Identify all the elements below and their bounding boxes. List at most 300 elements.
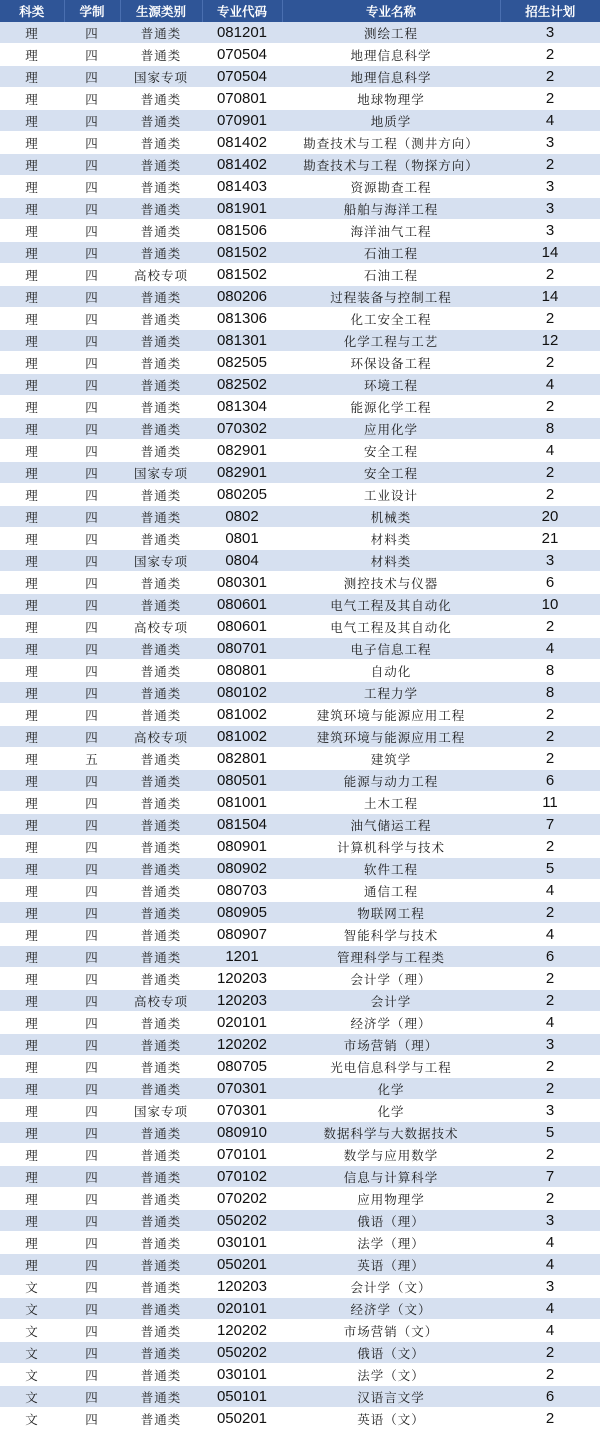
cell-major-name: 通信工程 — [282, 880, 500, 902]
cell-major-name: 法学（理） — [282, 1232, 500, 1254]
cell-duration: 四 — [64, 1100, 120, 1122]
table-row — [0, 110, 600, 132]
cell-duration: 四 — [64, 1298, 120, 1320]
cell-major-name: 数学与应用数学 — [282, 1144, 500, 1166]
table-row — [0, 836, 600, 858]
cell-major-code: 0801 — [202, 528, 282, 550]
cell-duration: 四 — [64, 704, 120, 726]
cell-major-name: 机械类 — [282, 506, 500, 528]
cell-category: 文 — [0, 1364, 64, 1386]
cell-duration: 四 — [64, 726, 120, 748]
cell-student-type: 普通类 — [120, 968, 202, 990]
cell-major-name: 化学工程与工艺 — [282, 330, 500, 352]
cell-major-name: 市场营销（理） — [282, 1034, 500, 1056]
table-row — [0, 616, 600, 638]
cell-student-type: 普通类 — [120, 1276, 202, 1298]
cell-student-type: 普通类 — [120, 1056, 202, 1078]
cell-major-name: 勘查技术与工程（测井方向） — [282, 132, 500, 154]
cell-major-code: 081504 — [202, 814, 282, 836]
cell-plan-count: 2 — [500, 1056, 600, 1078]
cell-major-code: 082505 — [202, 352, 282, 374]
cell-student-type: 普通类 — [120, 1342, 202, 1364]
cell-student-type: 国家专项 — [120, 462, 202, 484]
cell-plan-count: 3 — [500, 22, 600, 44]
cell-category: 理 — [0, 660, 64, 682]
cell-plan-count: 3 — [500, 132, 600, 154]
cell-major-code: 080910 — [202, 1122, 282, 1144]
cell-plan-count: 14 — [500, 242, 600, 264]
cell-category: 文 — [0, 1342, 64, 1364]
cell-duration: 四 — [64, 1386, 120, 1408]
cell-duration: 四 — [64, 1408, 120, 1430]
cell-plan-count: 4 — [500, 1012, 600, 1034]
cell-duration: 四 — [64, 462, 120, 484]
table-row — [0, 374, 600, 396]
cell-category: 理 — [0, 1100, 64, 1122]
cell-major-code: 081506 — [202, 220, 282, 242]
table-row — [0, 1364, 600, 1386]
table-row — [0, 1386, 600, 1408]
cell-student-type: 普通类 — [120, 902, 202, 924]
cell-student-type: 普通类 — [120, 484, 202, 506]
cell-student-type: 普通类 — [120, 704, 202, 726]
table-row — [0, 748, 600, 770]
cell-duration: 四 — [64, 814, 120, 836]
cell-student-type: 普通类 — [120, 1166, 202, 1188]
cell-category: 理 — [0, 330, 64, 352]
cell-duration: 四 — [64, 1254, 120, 1276]
cell-major-name: 化学 — [282, 1078, 500, 1100]
cell-duration: 四 — [64, 858, 120, 880]
cell-student-type: 普通类 — [120, 242, 202, 264]
cell-duration: 四 — [64, 770, 120, 792]
cell-category: 理 — [0, 704, 64, 726]
cell-student-type: 普通类 — [120, 22, 202, 44]
cell-major-code: 081502 — [202, 264, 282, 286]
cell-major-name: 能源与动力工程 — [282, 770, 500, 792]
table-row — [0, 198, 600, 220]
table-row — [0, 968, 600, 990]
cell-student-type: 高校专项 — [120, 726, 202, 748]
cell-major-name: 俄语（文） — [282, 1342, 500, 1364]
table-row — [0, 88, 600, 110]
cell-category: 理 — [0, 132, 64, 154]
cell-category: 理 — [0, 902, 64, 924]
cell-plan-count: 4 — [500, 924, 600, 946]
cell-category: 理 — [0, 550, 64, 572]
cell-duration: 四 — [64, 1320, 120, 1342]
cell-major-name: 会计学（文） — [282, 1276, 500, 1298]
cell-student-type: 国家专项 — [120, 1100, 202, 1122]
cell-plan-count: 2 — [500, 726, 600, 748]
header-category: 科类 — [0, 0, 64, 22]
cell-plan-count: 4 — [500, 638, 600, 660]
cell-plan-count: 3 — [500, 1034, 600, 1056]
cell-duration: 四 — [64, 110, 120, 132]
cell-major-code: 020101 — [202, 1012, 282, 1034]
cell-major-code: 070801 — [202, 88, 282, 110]
cell-major-name: 测控技术与仪器 — [282, 572, 500, 594]
cell-duration: 四 — [64, 88, 120, 110]
cell-student-type: 普通类 — [120, 418, 202, 440]
table-row — [0, 792, 600, 814]
cell-major-name: 电子信息工程 — [282, 638, 500, 660]
cell-major-code: 070901 — [202, 110, 282, 132]
cell-student-type: 普通类 — [120, 286, 202, 308]
cell-plan-count: 14 — [500, 286, 600, 308]
cell-plan-count: 3 — [500, 1276, 600, 1298]
cell-category: 文 — [0, 1408, 64, 1430]
table-row — [0, 1078, 600, 1100]
cell-category: 理 — [0, 748, 64, 770]
cell-major-code: 080206 — [202, 286, 282, 308]
cell-category: 理 — [0, 1210, 64, 1232]
cell-major-name: 自动化 — [282, 660, 500, 682]
cell-category: 理 — [0, 946, 64, 968]
table-row — [0, 660, 600, 682]
cell-major-code: 080601 — [202, 594, 282, 616]
cell-plan-count: 4 — [500, 1254, 600, 1276]
cell-student-type: 普通类 — [120, 198, 202, 220]
cell-duration: 四 — [64, 902, 120, 924]
cell-student-type: 普通类 — [120, 594, 202, 616]
cell-major-name: 汉语言文学 — [282, 1386, 500, 1408]
cell-duration: 四 — [64, 154, 120, 176]
cell-student-type: 普通类 — [120, 308, 202, 330]
cell-category: 理 — [0, 286, 64, 308]
cell-major-name: 石油工程 — [282, 264, 500, 286]
cell-student-type: 普通类 — [120, 506, 202, 528]
table-row — [0, 528, 600, 550]
cell-category: 理 — [0, 1034, 64, 1056]
cell-major-code: 050202 — [202, 1342, 282, 1364]
cell-category: 理 — [0, 990, 64, 1012]
cell-major-code: 030101 — [202, 1364, 282, 1386]
table-row — [0, 1144, 600, 1166]
cell-category: 理 — [0, 374, 64, 396]
cell-student-type: 普通类 — [120, 154, 202, 176]
cell-category: 理 — [0, 594, 64, 616]
cell-category: 理 — [0, 462, 64, 484]
table-row — [0, 1276, 600, 1298]
table-row — [0, 132, 600, 154]
cell-major-name: 光电信息科学与工程 — [282, 1056, 500, 1078]
cell-major-code: 080901 — [202, 836, 282, 858]
cell-major-code: 080907 — [202, 924, 282, 946]
cell-student-type: 国家专项 — [120, 550, 202, 572]
cell-major-code: 081306 — [202, 308, 282, 330]
header-duration: 学制 — [64, 0, 120, 22]
table-row — [0, 594, 600, 616]
cell-plan-count: 2 — [500, 1078, 600, 1100]
cell-student-type: 普通类 — [120, 1034, 202, 1056]
cell-duration: 四 — [64, 264, 120, 286]
cell-duration: 四 — [64, 1012, 120, 1034]
cell-major-code: 082801 — [202, 748, 282, 770]
cell-plan-count: 6 — [500, 1386, 600, 1408]
cell-major-code: 070101 — [202, 1144, 282, 1166]
table-row — [0, 1056, 600, 1078]
cell-student-type: 高校专项 — [120, 616, 202, 638]
cell-category: 文 — [0, 1298, 64, 1320]
cell-major-code: 120203 — [202, 1276, 282, 1298]
cell-major-code: 020101 — [202, 1298, 282, 1320]
table-row — [0, 286, 600, 308]
cell-major-name: 应用物理学 — [282, 1188, 500, 1210]
cell-major-name: 电气工程及其自动化 — [282, 594, 500, 616]
cell-duration: 四 — [64, 198, 120, 220]
cell-duration: 四 — [64, 1078, 120, 1100]
cell-student-type: 普通类 — [120, 352, 202, 374]
cell-major-name: 土木工程 — [282, 792, 500, 814]
cell-category: 理 — [0, 1122, 64, 1144]
cell-major-code: 081402 — [202, 154, 282, 176]
cell-major-code: 082901 — [202, 462, 282, 484]
cell-category: 理 — [0, 814, 64, 836]
cell-student-type: 普通类 — [120, 1188, 202, 1210]
cell-student-type: 普通类 — [120, 880, 202, 902]
cell-major-name: 海洋油气工程 — [282, 220, 500, 242]
cell-major-code: 080601 — [202, 616, 282, 638]
cell-plan-count: 5 — [500, 1122, 600, 1144]
cell-category: 理 — [0, 1144, 64, 1166]
table-row — [0, 924, 600, 946]
cell-major-name: 软件工程 — [282, 858, 500, 880]
cell-category: 理 — [0, 308, 64, 330]
cell-student-type: 普通类 — [120, 528, 202, 550]
cell-duration: 四 — [64, 1166, 120, 1188]
table-row — [0, 1034, 600, 1056]
cell-category: 理 — [0, 726, 64, 748]
cell-major-name: 地质学 — [282, 110, 500, 132]
cell-duration: 四 — [64, 484, 120, 506]
cell-duration: 四 — [64, 924, 120, 946]
cell-student-type: 普通类 — [120, 946, 202, 968]
cell-major-code: 070302 — [202, 418, 282, 440]
cell-major-name: 地理信息科学 — [282, 66, 500, 88]
cell-category: 理 — [0, 506, 64, 528]
cell-major-code: 080801 — [202, 660, 282, 682]
cell-major-name: 建筑学 — [282, 748, 500, 770]
cell-category: 理 — [0, 968, 64, 990]
cell-student-type: 普通类 — [120, 1298, 202, 1320]
cell-plan-count: 6 — [500, 572, 600, 594]
cell-duration: 四 — [64, 1364, 120, 1386]
cell-plan-count: 2 — [500, 308, 600, 330]
cell-major-code: 081301 — [202, 330, 282, 352]
cell-duration: 四 — [64, 352, 120, 374]
cell-plan-count: 2 — [500, 264, 600, 286]
table-row — [0, 726, 600, 748]
cell-category: 理 — [0, 154, 64, 176]
cell-major-name: 建筑环境与能源应用工程 — [282, 726, 500, 748]
cell-major-name: 环保设备工程 — [282, 352, 500, 374]
cell-student-type: 普通类 — [120, 572, 202, 594]
cell-duration: 四 — [64, 330, 120, 352]
cell-category: 理 — [0, 858, 64, 880]
cell-duration: 四 — [64, 594, 120, 616]
table-row — [0, 1210, 600, 1232]
cell-plan-count: 20 — [500, 506, 600, 528]
cell-category: 理 — [0, 176, 64, 198]
cell-plan-count: 2 — [500, 836, 600, 858]
cell-major-code: 070102 — [202, 1166, 282, 1188]
cell-major-name: 信息与计算科学 — [282, 1166, 500, 1188]
cell-category: 理 — [0, 770, 64, 792]
cell-major-name: 化工安全工程 — [282, 308, 500, 330]
cell-duration: 四 — [64, 308, 120, 330]
cell-duration: 四 — [64, 44, 120, 66]
cell-major-name: 俄语（理） — [282, 1210, 500, 1232]
table-row — [0, 220, 600, 242]
cell-plan-count: 5 — [500, 858, 600, 880]
cell-duration: 四 — [64, 550, 120, 572]
cell-major-code: 081001 — [202, 792, 282, 814]
cell-category: 理 — [0, 88, 64, 110]
cell-major-name: 地球物理学 — [282, 88, 500, 110]
cell-major-name: 能源化学工程 — [282, 396, 500, 418]
cell-plan-count: 8 — [500, 418, 600, 440]
cell-major-code: 081002 — [202, 704, 282, 726]
table-row — [0, 814, 600, 836]
cell-plan-count: 7 — [500, 1166, 600, 1188]
cell-major-name: 材料类 — [282, 550, 500, 572]
table-row — [0, 902, 600, 924]
cell-major-code: 081502 — [202, 242, 282, 264]
cell-duration: 四 — [64, 66, 120, 88]
header-student-type: 生源类别 — [120, 0, 202, 22]
cell-duration: 四 — [64, 374, 120, 396]
cell-duration: 四 — [64, 528, 120, 550]
cell-category: 理 — [0, 616, 64, 638]
table-row — [0, 1254, 600, 1276]
cell-student-type: 普通类 — [120, 1320, 202, 1342]
cell-major-code: 120203 — [202, 968, 282, 990]
header-row — [0, 0, 600, 22]
table-row — [0, 1012, 600, 1034]
cell-major-name: 安全工程 — [282, 462, 500, 484]
cell-student-type: 普通类 — [120, 770, 202, 792]
cell-plan-count: 10 — [500, 594, 600, 616]
cell-duration: 四 — [64, 220, 120, 242]
cell-category: 理 — [0, 1078, 64, 1100]
cell-major-code: 070202 — [202, 1188, 282, 1210]
cell-category: 理 — [0, 792, 64, 814]
cell-plan-count: 2 — [500, 462, 600, 484]
cell-plan-count: 21 — [500, 528, 600, 550]
cell-plan-count: 3 — [500, 176, 600, 198]
header-major-code: 专业代码 — [202, 0, 282, 22]
cell-category: 理 — [0, 440, 64, 462]
cell-student-type: 普通类 — [120, 748, 202, 770]
cell-student-type: 普通类 — [120, 638, 202, 660]
cell-student-type: 普通类 — [120, 836, 202, 858]
cell-plan-count: 2 — [500, 352, 600, 374]
cell-major-name: 环境工程 — [282, 374, 500, 396]
cell-student-type: 普通类 — [120, 792, 202, 814]
cell-duration: 四 — [64, 1188, 120, 1210]
cell-plan-count: 6 — [500, 946, 600, 968]
cell-plan-count: 2 — [500, 1188, 600, 1210]
cell-duration: 四 — [64, 242, 120, 264]
cell-major-name: 计算机科学与技术 — [282, 836, 500, 858]
cell-category: 理 — [0, 110, 64, 132]
cell-category: 理 — [0, 682, 64, 704]
table-row — [0, 330, 600, 352]
table-row — [0, 682, 600, 704]
cell-major-name: 油气储运工程 — [282, 814, 500, 836]
table-row — [0, 880, 600, 902]
table-row — [0, 264, 600, 286]
cell-plan-count: 8 — [500, 682, 600, 704]
cell-student-type: 普通类 — [120, 396, 202, 418]
cell-plan-count: 4 — [500, 880, 600, 902]
table-row — [0, 1188, 600, 1210]
cell-student-type: 普通类 — [120, 1408, 202, 1430]
cell-plan-count: 2 — [500, 154, 600, 176]
cell-category: 理 — [0, 1166, 64, 1188]
cell-category: 理 — [0, 22, 64, 44]
cell-duration: 四 — [64, 836, 120, 858]
cell-duration: 四 — [64, 440, 120, 462]
cell-major-code: 070504 — [202, 66, 282, 88]
cell-plan-count: 7 — [500, 814, 600, 836]
cell-student-type: 普通类 — [120, 176, 202, 198]
cell-category: 理 — [0, 572, 64, 594]
cell-major-code: 0802 — [202, 506, 282, 528]
table-row — [0, 440, 600, 462]
cell-duration: 四 — [64, 22, 120, 44]
cell-plan-count: 2 — [500, 1364, 600, 1386]
cell-major-code: 080902 — [202, 858, 282, 880]
cell-duration: 四 — [64, 286, 120, 308]
cell-major-name: 会计学（理） — [282, 968, 500, 990]
cell-student-type: 普通类 — [120, 440, 202, 462]
cell-category: 理 — [0, 198, 64, 220]
cell-major-name: 应用化学 — [282, 418, 500, 440]
cell-major-code: 120203 — [202, 990, 282, 1012]
cell-major-code: 081402 — [202, 132, 282, 154]
cell-duration: 四 — [64, 176, 120, 198]
cell-major-code: 081201 — [202, 22, 282, 44]
cell-plan-count: 2 — [500, 968, 600, 990]
cell-student-type: 普通类 — [120, 682, 202, 704]
cell-student-type: 普通类 — [120, 374, 202, 396]
cell-student-type: 普通类 — [120, 1122, 202, 1144]
cell-student-type: 普通类 — [120, 858, 202, 880]
table-row — [0, 242, 600, 264]
cell-category: 理 — [0, 1188, 64, 1210]
cell-category: 理 — [0, 1254, 64, 1276]
cell-plan-count: 2 — [500, 1342, 600, 1364]
cell-plan-count: 3 — [500, 198, 600, 220]
cell-student-type: 普通类 — [120, 330, 202, 352]
table-row — [0, 506, 600, 528]
cell-major-name: 石油工程 — [282, 242, 500, 264]
cell-major-name: 工程力学 — [282, 682, 500, 704]
cell-student-type: 普通类 — [120, 1254, 202, 1276]
table-row — [0, 396, 600, 418]
cell-plan-count: 2 — [500, 484, 600, 506]
cell-duration: 四 — [64, 946, 120, 968]
cell-category: 理 — [0, 924, 64, 946]
cell-student-type: 普通类 — [120, 1364, 202, 1386]
cell-duration: 四 — [64, 572, 120, 594]
cell-category: 理 — [0, 242, 64, 264]
table-row — [0, 550, 600, 572]
cell-major-name: 会计学 — [282, 990, 500, 1012]
cell-student-type: 国家专项 — [120, 66, 202, 88]
